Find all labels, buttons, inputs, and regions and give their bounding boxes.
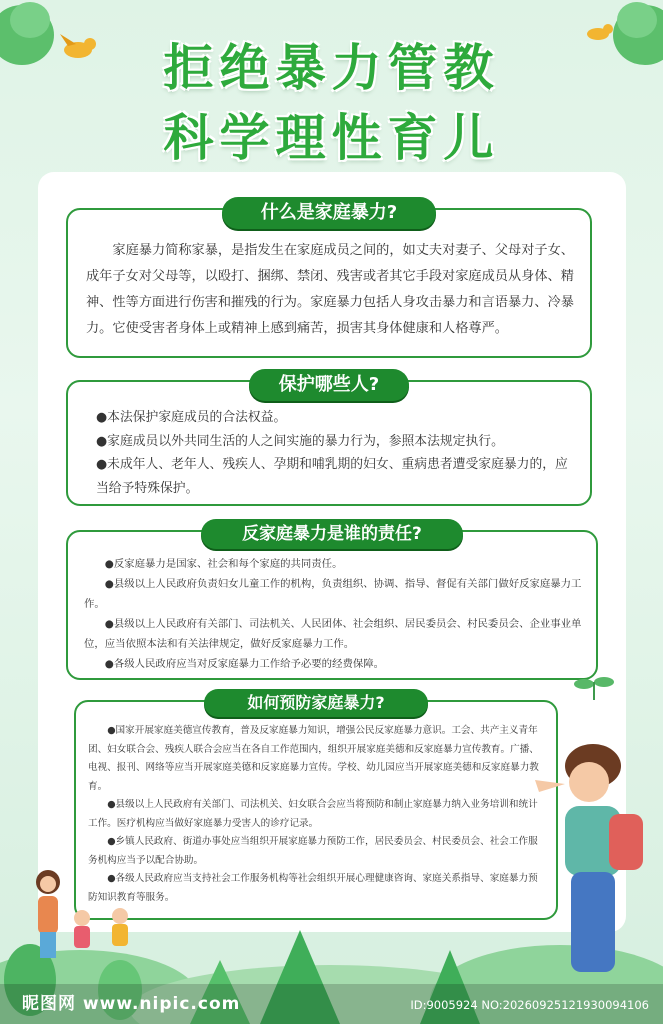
watermark-right: ID:9005924 NO:20260925121930094106 bbox=[410, 998, 649, 1012]
list-item: ●乡镇人民政府、街道办事处应当组织开展家庭暴力预防工作，居民委员会、村民委员会、社会工作服务机构应当予以配合协助。 bbox=[88, 836, 538, 866]
list-item: ●本法保护家庭成员的合法权益。 bbox=[96, 410, 287, 425]
children-illustration bbox=[64, 900, 144, 970]
boy-illustration bbox=[525, 740, 655, 990]
list-item: ●各级人民政府应当支持社会工作服务机构等社会组织开展心理健康咨询、家庭关系指导、家庭暴力预防知识教育等服务。 bbox=[88, 873, 538, 903]
page-title-line1: 拒绝暴力管教 bbox=[163, 39, 500, 97]
list-item: ●县级以上人民政府负责妇女儿童工作的机构，负责组织、协调、指导、督促有关部门做好反家庭暴力工作。 bbox=[84, 578, 582, 610]
watermark-left: 昵图网 www.nipic.com bbox=[22, 994, 241, 1014]
list-item: ●国家开展家庭美德宣传教育，普及反家庭暴力知识，增强公民反家庭暴力意识。工会、共产主义青年团、妇女联合会、残疾人联合会应当在各自工作范围内，组织开展家庭美德和反家庭暴力宣传教育。广播、电视、报刊、网络等应当开展家庭美德和反家庭暴力宣传。学校、幼儿园应当开展家庭美德和反家庭暴力教育。 bbox=[88, 725, 539, 792]
section-list bbox=[96, 406, 572, 500]
section-what-is-dv bbox=[66, 202, 592, 358]
section-whose-responsibility bbox=[66, 524, 598, 680]
section-heading: 什么是家庭暴力? bbox=[222, 197, 436, 229]
list-item: ●县级以上人民政府有关部门、司法机关、人民团体、社会组织、居民委员会、村民委员会、企业事业单位，应当依照本法和有关法律规定，做好反家庭暴力工作。 bbox=[84, 618, 582, 650]
section-heading: 反家庭暴力是谁的责任? bbox=[201, 519, 463, 549]
section-heading: 保护哪些人? bbox=[249, 369, 409, 401]
section-who-protected bbox=[66, 374, 592, 506]
list-item: ●反家庭暴力是国家、社会和每个家庭的共同责任。 bbox=[104, 558, 343, 570]
section-heading: 如何预防家庭暴力? bbox=[204, 689, 428, 717]
list-item: ●县级以上人民政府有关部门、司法机关、妇女联合会应当将预防和制止家庭暴力纳入业务培训和统计工作。医疗机构应当做好家庭暴力受害人的诊疗记录。 bbox=[88, 799, 538, 829]
sprout-icon bbox=[570, 672, 620, 702]
list-item: ●各级人民政府应当对反家庭暴力工作给予必要的经费保障。 bbox=[104, 658, 385, 670]
section-list bbox=[84, 554, 582, 674]
list-item: ●家庭成员以外共同生活的人之间实施的暴力行为，参照本法规定执行。 bbox=[96, 433, 504, 449]
section-paragraph: 家庭暴力简称家暴，是指发生在家庭成员之间的，如丈夫对妻子、父母对子女、成年子女对父母等，以殴打、捆绑、禁闭、残害或者其它手段对家庭成员从身体、精神、性等方面进行伤害和摧残的行为。家庭暴力包括人身攻击暴力和言语暴力、冷暴力。它使受害者身体上或精神上感到痛苦，损害其身体健康和人格尊严。 bbox=[86, 243, 574, 336]
list-item: ●未成年人、老年人、残疾人、孕期和哺乳期的妇女、重病患者遭受家庭暴力的，应当给予特殊保护。 bbox=[96, 457, 568, 496]
page-title-line2: 科学理性育儿 bbox=[163, 109, 500, 167]
